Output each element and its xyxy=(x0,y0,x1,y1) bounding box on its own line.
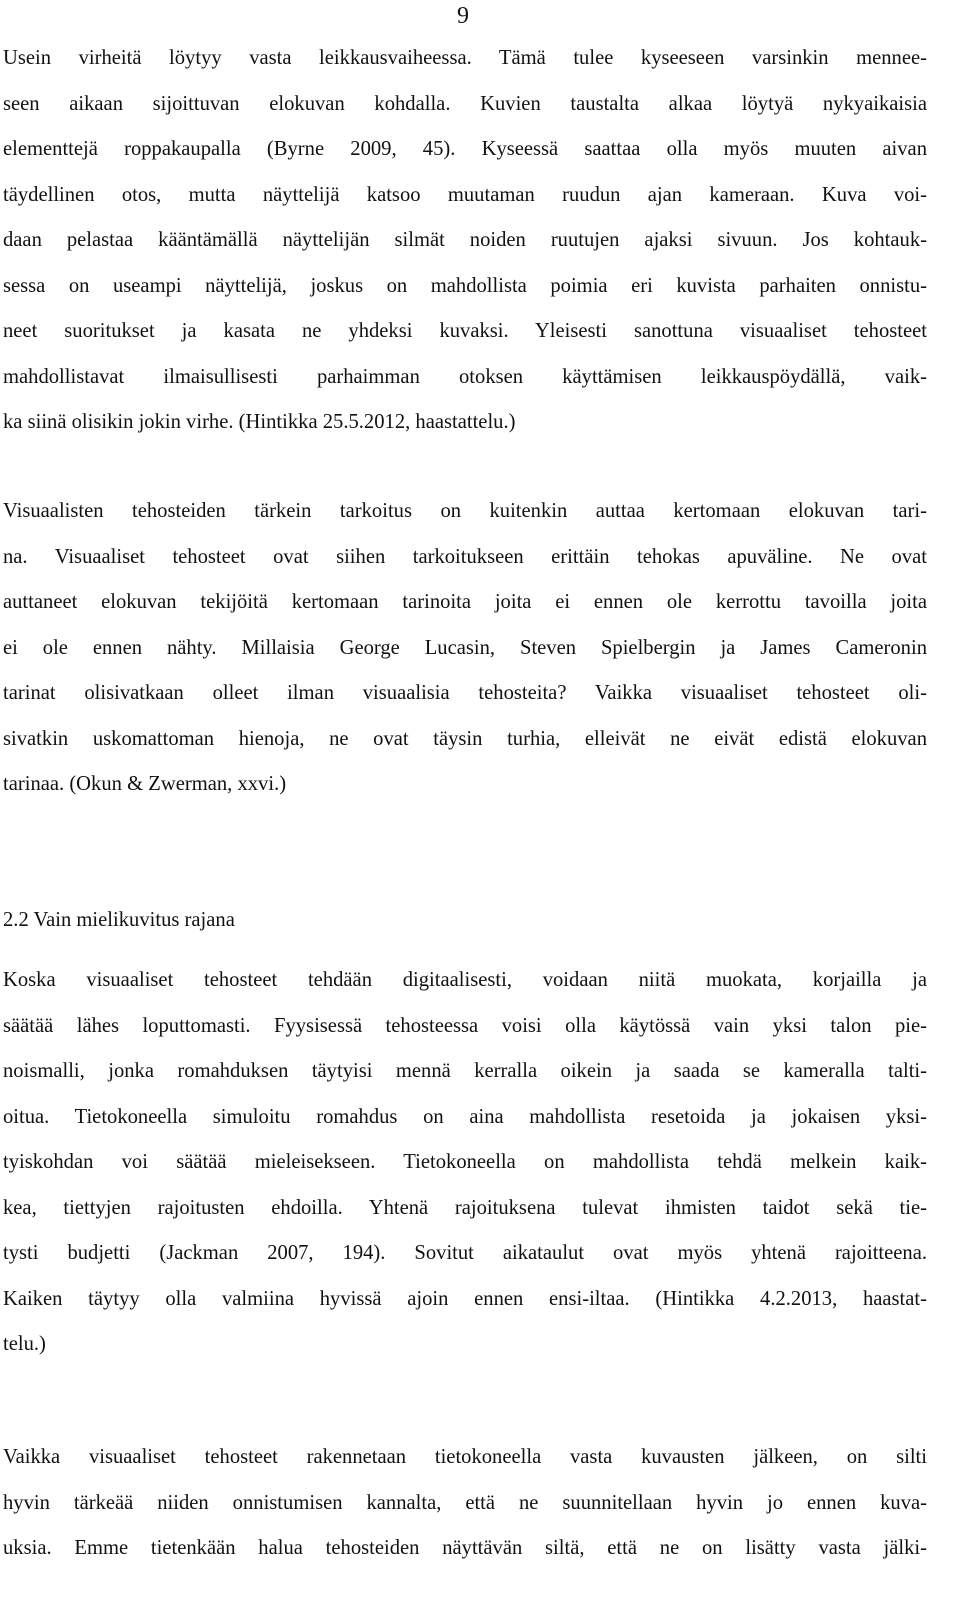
text-line: seen aikaan sijoittuvan elokuvan kohdalla. Kuvien taustalta alkaa löytyä nykyaikaisia xyxy=(3,92,927,115)
text-line: tarinat olisivatkaan olleet ilman visuaalisia tehosteita? Vaikka visuaaliset tehosteet oli- xyxy=(3,682,927,704)
text-line: kea, tiettyjen rajoitusten ehdoilla. Yhtenä rajoituksena tulevat ihmisten taidot sekä tie- xyxy=(3,1196,927,1219)
text-line: noismalli, jonka romahduksen täytyisi mennä kerralla oikein ja saada se kameralla talti- xyxy=(3,1060,927,1082)
text-line: daan pelastaa kääntämällä näyttelijän silmät noiden ruutujen ajaksi sivuun. Jos kohtauk- xyxy=(3,229,927,251)
text-line: Kaiken täytyy olla valmiina hyvissä ajoin ennen ensi-iltaa. (Hintikka 4.2.2013, haastat- xyxy=(3,1287,927,1310)
text-line: ka siinä olisikin jokin virhe. (Hintikka 25.5.2012, haastattelu.) xyxy=(3,411,516,433)
text-line: oitua. Tietokoneella simuloitu romahdus on aina mahdollista resetoida ja jokaisen yksi- xyxy=(3,1105,927,1128)
text-line: täydellinen otos, mutta näyttelijä katsoo muutaman ruudun ajan kameraan. Kuva voi- xyxy=(3,183,927,206)
text-line: auttaneet elokuvan tekijöitä kertomaan tarinoita joita ei ennen ole kerrottu tavoilla joita xyxy=(3,591,927,613)
text-line: elementtejä roppakaupalla (Byrne 2009, 45). Kyseessä saattaa olla myös muuten aivan xyxy=(3,138,927,160)
paragraph-3 xyxy=(3,958,927,1368)
text-line: tysti budjetti (Jackman 2007, 194). Sovitut aikataulut ovat myös yhtenä rajoitteena. xyxy=(3,1242,927,1264)
paragraph-4 xyxy=(3,1435,927,1572)
text-line: sivatkin uskomattoman hienoja, ne ovat täysin turhia, elleivät ne eivät edistä elokuvan xyxy=(3,727,927,750)
text-line: uksia. Emme tietenkään halua tehosteiden näyttävän siltä, että ne on lisätty vasta jälki- xyxy=(3,1537,927,1559)
paragraph-1 xyxy=(3,36,927,446)
text-line: na. Visuaaliset tehosteet ovat siihen tarkoitukseen erittäin tehokas apuväline. Ne ovat xyxy=(3,545,927,568)
text-line: mahdollistavat ilmaisullisesti parhaimman otoksen käyttämisen leikkauspöydällä, vaik- xyxy=(3,365,927,388)
text-line: Visuaalisten tehosteiden tärkein tarkoitus on kuitenkin auttaa kertomaan elokuvan tari- xyxy=(3,500,927,522)
text-line: Usein virheitä löytyy vasta leikkausvaiheessa. Tämä tulee kyseeseen varsinkin mennee- xyxy=(3,47,927,69)
text-line: telu.) xyxy=(3,1333,46,1355)
text-line: ei ole ennen nähty. Millaisia George Lucasin, Steven Spielbergin ja James Cameronin xyxy=(3,636,927,659)
text-line: tyiskohdan voi säätää mieleisekseen. Tietokoneella on mahdollista tehdä melkein kaik- xyxy=(3,1151,927,1173)
text-line: Vaikka visuaaliset tehosteet rakennetaan tietokoneella vasta kuvausten jälkeen, on silti xyxy=(3,1446,927,1468)
text-line: tarinaa. (Okun & Zwerman, xxvi.) xyxy=(3,773,287,795)
text-line: Koska visuaaliset tehosteet tehdään digitaalisesti, voidaan niitä muokata, korjailla ja xyxy=(3,969,927,991)
text-line: hyvin tärkeää niiden onnistumisen kannalta, että ne suunnitellaan hyvin jo ennen kuva- xyxy=(3,1491,927,1514)
text-line: säätää lähes loputtomasti. Fyysisessä tehosteessa voisi olla käytössä vain yksi talon pie- xyxy=(3,1014,927,1037)
page-number: 9 xyxy=(457,3,469,29)
text-line: neet suoritukset ja kasata ne yhdeksi kuvaksi. Yleisesti sanottuna visuaaliset tehosteet xyxy=(3,320,927,342)
section-heading: 2.2 Vain mielikuvitus rajana xyxy=(3,909,235,931)
paragraph-2 xyxy=(3,489,927,808)
text-line: sessa on useampi näyttelijä, joskus on mahdollista poimia eri kuvista parhaiten onnistu- xyxy=(3,274,927,297)
